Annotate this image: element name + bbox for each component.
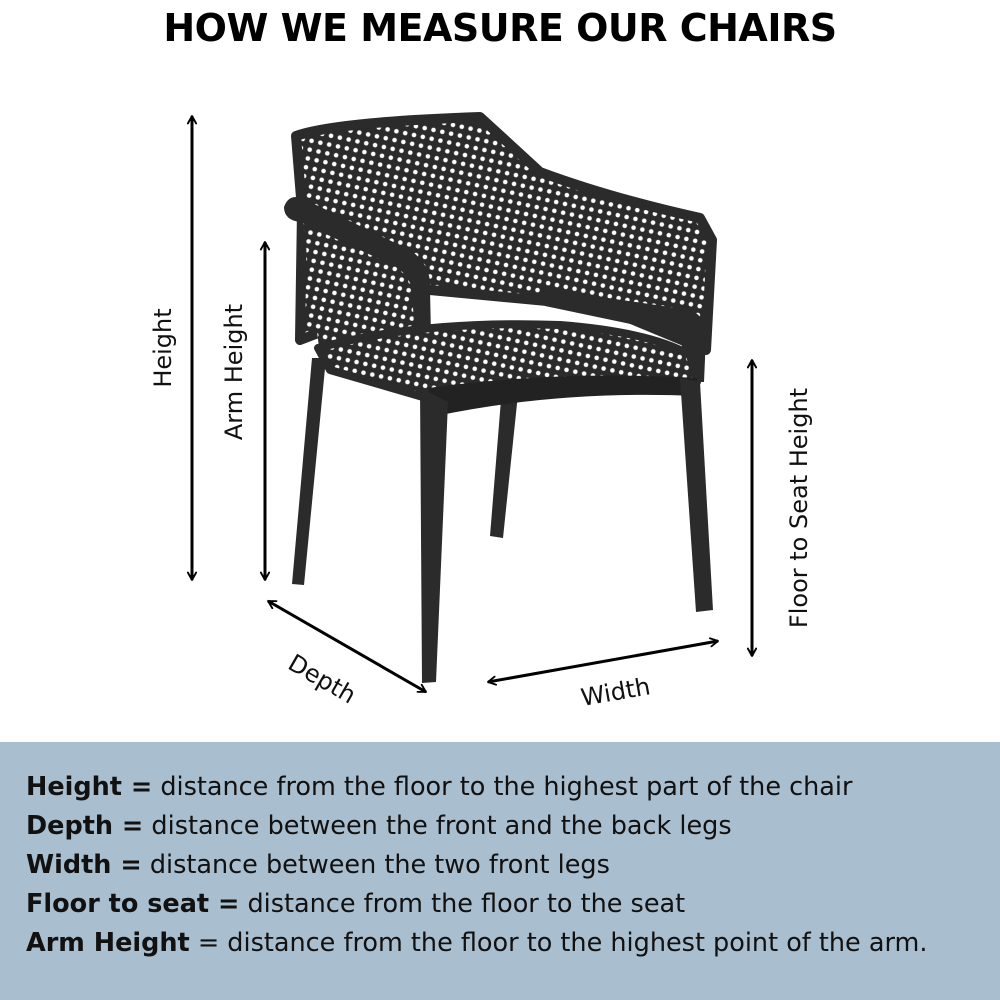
definition-text: distance from the floor to the seat [239, 889, 686, 919]
definitions-panel [0, 742, 1000, 1000]
definition-height [26, 772, 853, 802]
chair-front-right-leg [680, 378, 713, 612]
definition-text: = distance from the floor to the highest point of the arm. [189, 928, 928, 958]
height-label: Height [149, 308, 177, 388]
definition-text: distance from the floor to the highest part of the chair [152, 772, 853, 802]
chair-back-left-leg [292, 358, 326, 585]
definition-width [26, 850, 610, 880]
width-arrow [488, 641, 718, 682]
width-label: Width [578, 672, 653, 712]
definition-floor-to-seat [26, 889, 685, 919]
definition-term: Floor to seat = [26, 889, 240, 919]
definition-text: distance between the two front legs [141, 850, 610, 880]
definition-term: Arm Height [26, 928, 190, 958]
arm-height-label: Arm Height [220, 303, 248, 441]
depth-label: Depth [283, 648, 361, 710]
floor-to-seat-label: Floor to Seat Height [785, 387, 813, 629]
definition-term: Depth = [26, 811, 144, 841]
definition-term: Width = [26, 850, 142, 880]
definition-term: Height = [26, 772, 153, 802]
chair-illustration [284, 117, 713, 683]
chair-diagram [0, 70, 1000, 742]
page-title: HOW WE MEASURE OUR CHAIRS [163, 6, 837, 50]
definition-arm-height [26, 928, 927, 958]
chair-front-left-leg [420, 388, 448, 683]
definition-text: distance between the front and the back legs [143, 811, 732, 841]
definition-depth [26, 811, 732, 841]
